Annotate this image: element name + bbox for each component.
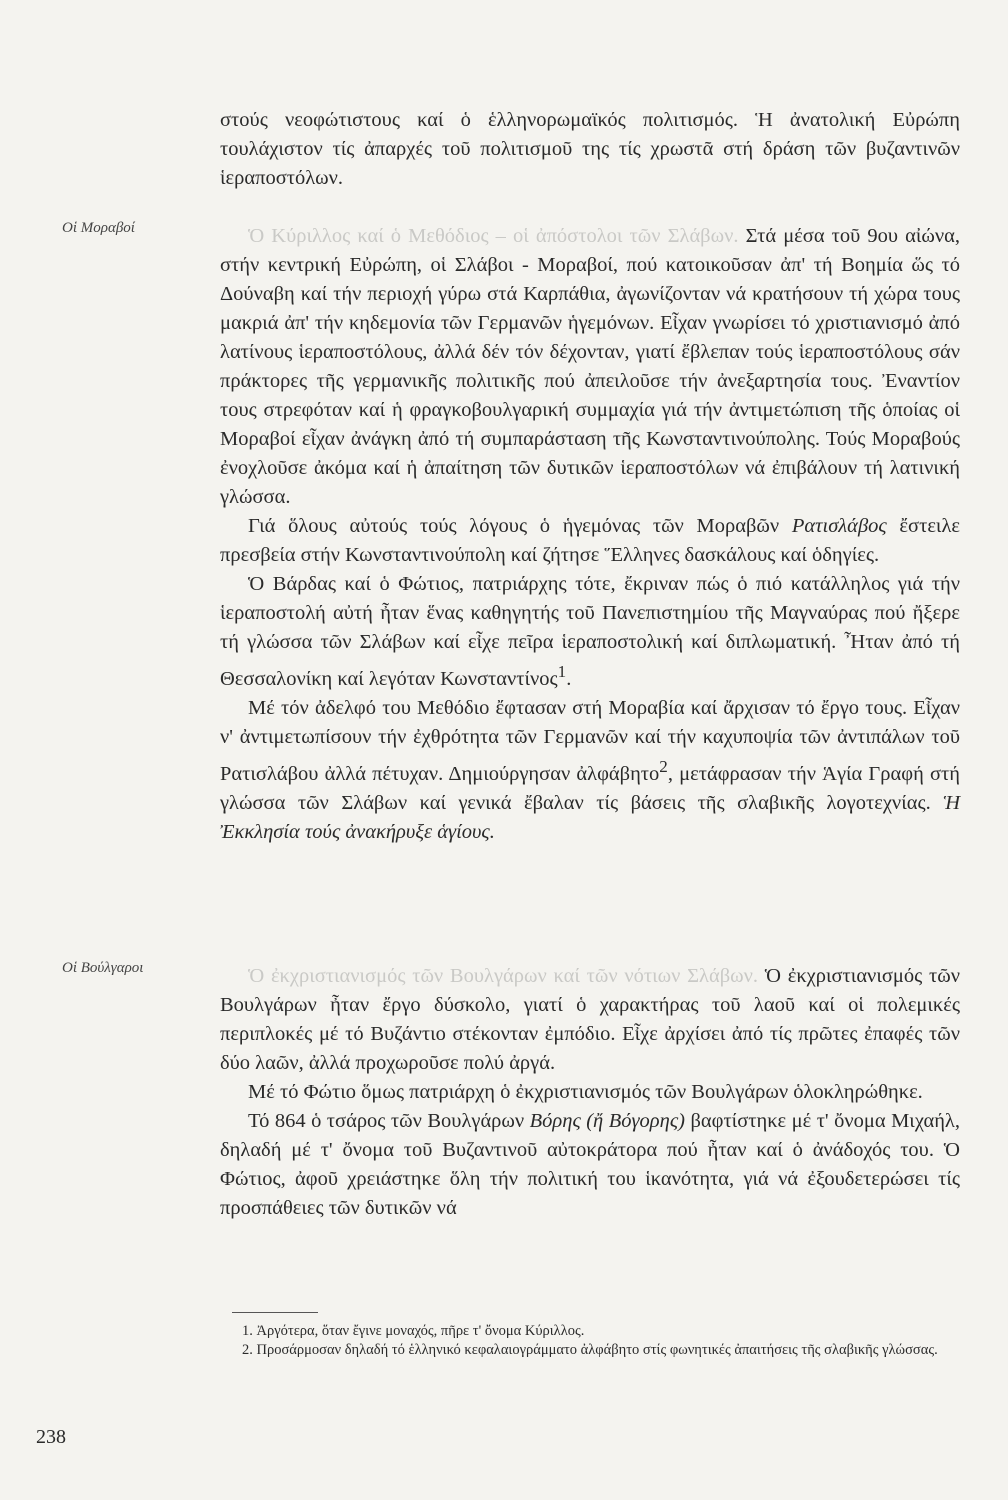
section1-p3-text-a: Ὁ Βάρδας καί ὁ Φώτιος, πατριάρχης τότε, ἔκριναν πώς ὁ πιό κατάλληλος γιά τήν ἱεραποστολή αὐτή ἦταν ἕνας καθηγητής τοῦ Πανεπιστημίου τῆς Μαγναύρας πού ἤξερε τή γλώσσα τῶν Σλάβων καί εἶχε πεῖρα ἱεραποστολική καί διπλωματική. Ἦταν ἀπό τή Θεσσαλονίκη καί λεγόταν Κωνσταντίνος: [220, 573, 960, 690]
section2-p3-text-b: βαφτίστηκε μέ τ' ὄνομα Μιχαήλ, δηλαδή μέ τ' ὄνομα τοῦ Βυζαντινοῦ αὐτοκράτορα πού ἦταν καί ὁ ἀνάδοχός του. Ὁ Φώτιος, ἀφοῦ χρειάστηκε ὅλη τήν πολιτική του ἱκανότητα, γιά νά ἐξουδετερώσει τίς προσπάθειες τῶν δυτικῶν νά: [220, 1110, 961, 1219]
section1-heading: Ὁ Κύριλλος καί ὁ Μεθόδιος – οἱ ἀπόστολοι τῶν Σλάβων.: [248, 225, 739, 247]
section2-paragraph-3: [220, 1107, 960, 1223]
footnotes: [232, 1322, 962, 1360]
section2-paragraph-2: Μέ τό Φώτιο ὅμως πατριάρχη ὁ ἐκχριστιανισμός τῶν Βουλγάρων ὁλοκληρώθηκε.: [248, 1081, 923, 1103]
section1-p4-text-b: , μετάφρασαν τήν Ἁγία Γραφή στή γλώσσα τῶν Σλάβων καί γενικά ἔβαλαν τίς βάσεις τῆς σλαβικῆς λογοτεχνίας.: [220, 762, 960, 814]
intro-paragraph: στούς νεοφώτιστους καί ὁ ἑλληνορωμαϊκός πολιτισμός. Ἡ ἀνατολική Εὐρώπη τουλάχιστον τίς ἀπαρχές τοῦ πολιτισμοῦ της τίς χρωστᾶ στή δράση τῶν βυζαντινῶν ἱεραποστόλων.: [220, 109, 960, 189]
section1-paragraph-2: [220, 512, 960, 570]
footnote-2: 2. Προσάρμοσαν δηλαδή τό ἑλληνικό κεφαλαιογράμματο ἀλφάβητο στίς φωνητικές ἀπαιτήσεις τῆς σλαβικῆς γλώσσας.: [242, 1342, 938, 1358]
section1-p2-text-a: Γιά ὅλους αὐτούς τούς λόγους ὁ ἡγεμόνας τῶν Μοραβῶν: [248, 515, 792, 537]
section1-paragraph-1: [220, 222, 960, 512]
section2-paragraph-1: [220, 962, 960, 1078]
section2-p3-text-a: Τό 864 ὁ τσάρος τῶν Βουλγάρων: [248, 1110, 530, 1132]
section1-p2-text-b: ἔστειλε πρεσβεία στήν Κωνσταντινούπολη καί ζήτησε Ἕλληνες δασκάλους καί ὁδηγίες.: [220, 515, 960, 566]
section2-p1-text: Ὁ ἐκχριστιανισμός τῶν Βουλγάρων ἦταν ἔργο δύσκολο, γιατί ὁ χαρακτήρας τοῦ λαοῦ καί οἱ πολεμικές περιπλοκές μέ τό Βυζάντιο στέκονταν ἐμπόδιο. Εἶχε ἀρχίσει ἀπό τίς πρῶτες ἐπαφές τῶν δύο λαῶν, ἀλλά προχωροῦσε πολύ ἀργά.: [220, 965, 960, 1074]
section1-p3-text-b: .: [566, 667, 572, 690]
section1-p4-text-a: Μέ τόν ἀδελφό του Μεθόδιο ἔφτασαν στή Μοραβία καί ἄρχισαν τό ἔργο τους. Εἶχαν ν' ἀντιμετωπίσουν τήν ἐχθρότητα τῶν Γερμανῶν καί τήν καχυποψία τῶν ἀντιπάλων τοῦ Ρατισλάβου ἀλλά πέτυχαν. Δημιούργησαν ἀλφάβητο: [220, 696, 960, 785]
section1-p4-italic: Ἡ Ἐκκλησία τούς ἀνακήρυξε ἁγίους.: [220, 791, 960, 843]
intro-block: [220, 106, 960, 193]
name-ratislav: Ρατισλάβος: [791, 515, 887, 537]
section2-heading: Ὁ ἐκχριστιανισμός τῶν Βουλγάρων καί τῶν νότιων Σλάβων.: [248, 965, 759, 987]
section-cyril-methodius: [220, 222, 960, 847]
section1-paragraph-3: [220, 570, 960, 694]
section1-p1-text: Στά μέσα τοῦ 9ου αἰώνα, στήν κεντρική Εὐρώπη, οἱ Σλάβοι - Μοραβοί, πού κατοικοῦσαν ἀπ' τή Βοημία ὥς τό Δούναβη καί τήν περιοχή γύρω στά Καρπάθια, ἀγωνίζονταν νά κρατήσουν τή χώρα τους μακριά ἀπ' τήν κηδεμονία τῶν Γερμανῶν ἡγεμόνων. Εἶχαν γνωρίσει τό χριστιανισμό ἀπό λατίνους ἱεραποστόλους, ἀλλά δέν τόν δέχονταν, γιατί ἔβλεπαν τούς ἱεραποστόλους σάν πράκτορες τῆς γερμανικῆς πολιτικῆς πού ἀπειλοῦσε τήν ἀνεξαρτησία τους. Ἐναντίον τους στρεφόταν καί ἡ φραγκοβουλγαρική συμμαχία γιά τήν ἀντιμετώπιση τῆς ὁποίας οἱ Μοραβοί εἶχαν ἀνάγκη ἀπό τή συμπαράσταση τῆς Κωνσταντινούπολης. Τούς Μοραβούς ἐνοχλοῦσε ἀκόμα καί ἡ ἀπαίτηση τῶν δυτικῶν ἱεραποστόλων νά ἐπιβάλουν τή λατινική γλώσσα.: [220, 225, 960, 508]
margin-note-bulgarians: Οἱ Βούλγαροι: [62, 960, 144, 976]
margin-note-moravians: Οἱ Μοραβοί: [62, 220, 135, 236]
name-boris: Βόρης (ἤ Βόγορης): [529, 1110, 685, 1132]
footnote-divider: [232, 1312, 318, 1313]
section1-paragraph-4: [220, 694, 960, 847]
section-bulgarians: [220, 962, 960, 1223]
footnote-1: 1. Ἀργότερα, ὅταν ἔγινε μοναχός, πῆρε τ' ὄνομα Κύριλλος.: [242, 1323, 585, 1339]
footnote-ref-2: 2: [659, 756, 668, 776]
page-number: 238: [36, 1426, 66, 1448]
footnote-ref-1: 1: [557, 662, 567, 681]
